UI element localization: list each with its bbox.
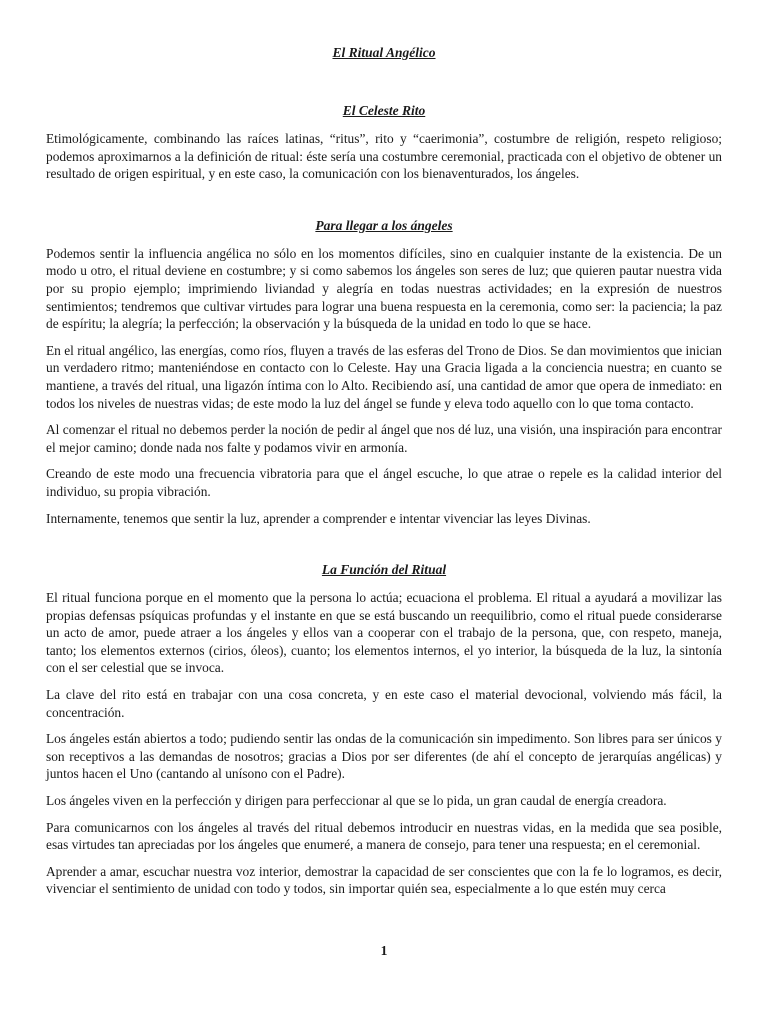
paragraph: Los ángeles viven en la perfección y dirigen para perfeccionar al que se lo pida, un gran caudal de energía creadora. [46, 793, 667, 809]
paragraph: Aprender a amar, escuchar nuestra voz interior, demostrar la capacidad de ser conscientes que con la fe lo logramos, es decir, vivenciar el sentimiento de unidad con todo y todos, sin importar quién sea, especialmente a lo que estén muy cerca [46, 863, 722, 897]
section-heading: El Celeste Rito [342, 103, 426, 118]
paragraph: Al comenzar el ritual no debemos perder la noción de pedir al ángel que nos dé luz, una visión, una inspiración para encontrar el mejor camino; donde nada nos falte y podamos vivir en armonía. [46, 422, 722, 455]
section-heading: Para llegar a los ángeles [315, 217, 453, 233]
section-celeste-rito [46, 102, 722, 183]
page-number: 1 [380, 943, 388, 958]
paragraph: Los ángeles están abiertos a todo; pudiendo sentir las ondas de la comunicación sin impedimento. Son libres para ser únicos y son receptivos a las demandas de nosotros; gracias a Dios por ser diferentes (de ahí el concepto de jerarquías angélicas) y juntos hacen el Uno (cantando al unísono con el Padre). [46, 731, 722, 782]
paragraph: El ritual funciona porque en el momento que la persona lo actúa; ecuaciona el problema. El ritual a ayudará a movilizar las propias defensas psíquicas profundas y el instante en que se está buscando un reequilibrio, como el ritual puede considerarse un acto de amor, puede atraer a los ángeles y ellos van a cooperar con el trabajo de la persona, que, con respeto, maneja, tanto; los elementos externos (cirios, óleos), cuanto; los elementos internos, el yo interior, la búsqueda de la luz, la sintonía con el ser celestial que se invoca. [46, 590, 722, 676]
paragraph: La clave del rito está en trabajar con una cosa concreta, y en este caso el material devocional, volviendo más fácil, la concentración. [46, 687, 722, 720]
paragraph: Internamente, tenemos que sentir la luz, aprender a comprender e intentar vivenciar las leyes Divinas. [46, 510, 591, 526]
paragraph: Para comunicarnos con los ángeles al través del ritual debemos introducir en nuestras vidas, en la medida que sea posible, esas virtudes tan apreciadas por los ángeles que enumeré, a manera de consejo, para tener una respuesta; en el ceremonial. [46, 819, 722, 853]
paragraph: Creando de este modo una frecuencia vibratoria para que el ángel escuche, lo que atrae o repele es la calidad interior del individuo, su propia vibración. [46, 466, 722, 499]
section-heading: La Función del Ritual [321, 562, 447, 578]
section-funcion-ritual [46, 561, 722, 898]
paragraph: Etimológicamente, combinando las raíces latinas, “ritus”, rito y “caerimonia”, costumbre de religión, respeto religioso; podemos aproximarnos a la definición de ritual: éste sería una costumbre ceremonial, practicada con el objetivo de obtener un resultado de origen espiritual, y en este caso, la comunicación con los bienaventurados, los ángeles. [46, 131, 722, 182]
section-para-llegar [46, 217, 722, 527]
document-page [46, 44, 722, 932]
document-title: El Ritual Angélico [332, 45, 436, 60]
paragraph: En el ritual angélico, las energías, como ríos, fluyen a través de las esferas del Trono de Dios. Se dan movimientos que inician un verdadero ritmo; manteniéndose en contacto con lo Celeste. Hay una Gracia ligada a la conciencia nuestra; en cuanto se mantiene, a través del ritual, una ligazón íntima con lo Alto. Recibiendo así, una cantidad de amor que opera de inmediato: en todos los niveles de nuestras vidas; de este modo la luz del ángel se funde y eleva todo aquello con lo que toma contacto. [46, 342, 722, 411]
paragraph: Podemos sentir la influencia angélica no sólo en los momentos difíciles, sino en cualquier instante de la existencia. De un modo u otro, el ritual deviene en costumbre; y si como sabemos los ángeles son seres de luz; que quieren pautar nuestra vida por su propio ejemplo; imprimiendo liviandad y alegría en todas nuestras actividades; en la expresión de nuestros sentimientos; tendremos que cultivar virtudes para lograr una buena respuesta en la ceremonia, como ser: la paciencia; la paz de espíritu; la alegría; la perfección; la observación y la búsqueda de la unidad en todo lo que se hace. [46, 245, 722, 332]
